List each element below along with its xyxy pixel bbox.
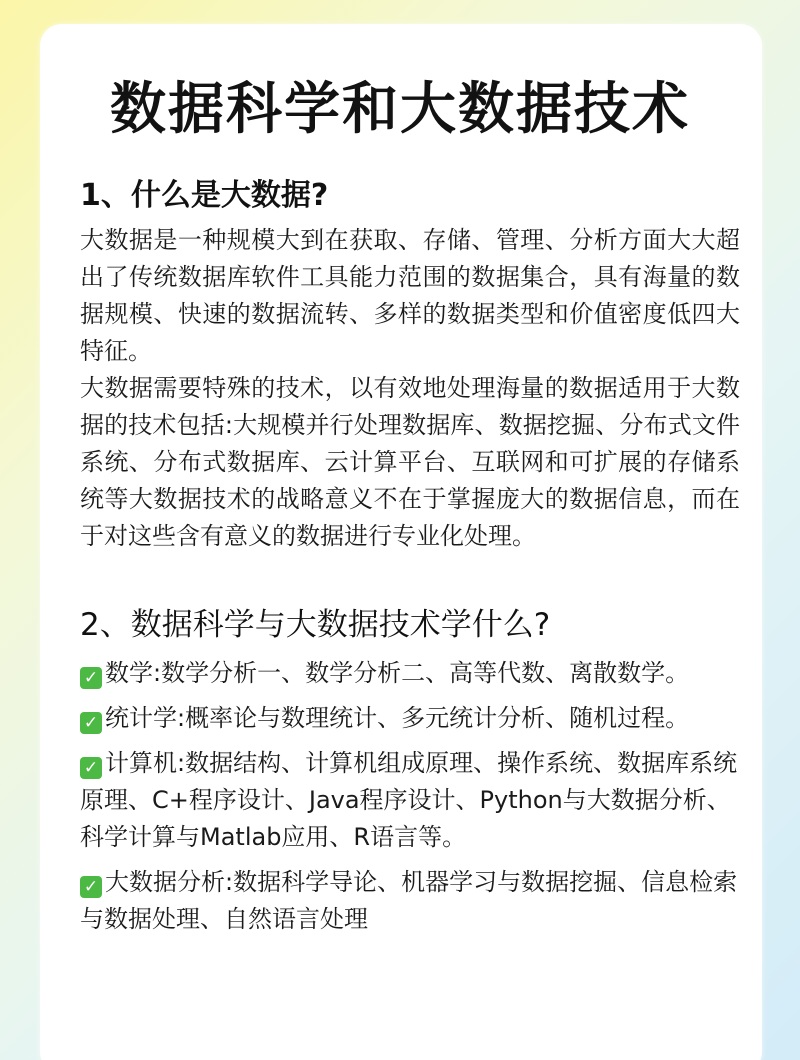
check-mark-icon: ✓	[80, 876, 102, 898]
subject-item-math	[80, 655, 740, 692]
section-1-heading: 1、什么是大数据?	[80, 178, 329, 213]
page-title: 数据科学和大数据技术	[110, 77, 690, 142]
subject-item-big-data-analysis	[80, 864, 740, 938]
item-text: 计算机:数据结构、计算机组成原理、操作系统、数据库系统原理、C+程序设计、Java程序设计、Python与大数据分析、科学计算与Matlab应用、R语言等。	[80, 749, 738, 851]
section-1-paragraph: 大数据需要特殊的技术，以有效地处理海量的数据适用于大数据的技术包括:大规模并行处理数据库、数据挖掘、分布式文件系统、分布式数据库、云计算平台、互联网和可扩展的存储系统等大数据技术的战略意义不在于掌握庞大的数据信息，而在于对这些含有意义的数据进行专业化处理。	[80, 374, 740, 550]
item-text: 统计学:概率论与数理统计、多元统计分析、随机过程。	[105, 704, 690, 732]
subject-item-computer	[80, 745, 740, 856]
section-2-heading: 2、数据科学与大数据技术学什么?	[80, 607, 551, 643]
item-text: 大数据分析:数据科学导论、机器学习与数据挖掘、信息检索与数据处理、自然语言处理	[80, 868, 738, 933]
section-1-paragraph: 大数据是一种规模大到在获取、存储、管理、分析方面大大超出了传统数据库软件工具能力范围的数据集合，具有海量的数据规模、快速的数据流转、多样的数据类型和价值密度低四大特征。	[80, 226, 740, 365]
check-mark-icon: ✓	[80, 667, 102, 689]
check-mark-icon: ✓	[80, 712, 102, 734]
item-text: 数学:数学分析一、数学分析二、高等代数、离散数学。	[105, 659, 690, 687]
check-mark-icon: ✓	[80, 757, 102, 779]
article-body	[80, 170, 740, 946]
subject-item-statistics	[80, 700, 740, 737]
